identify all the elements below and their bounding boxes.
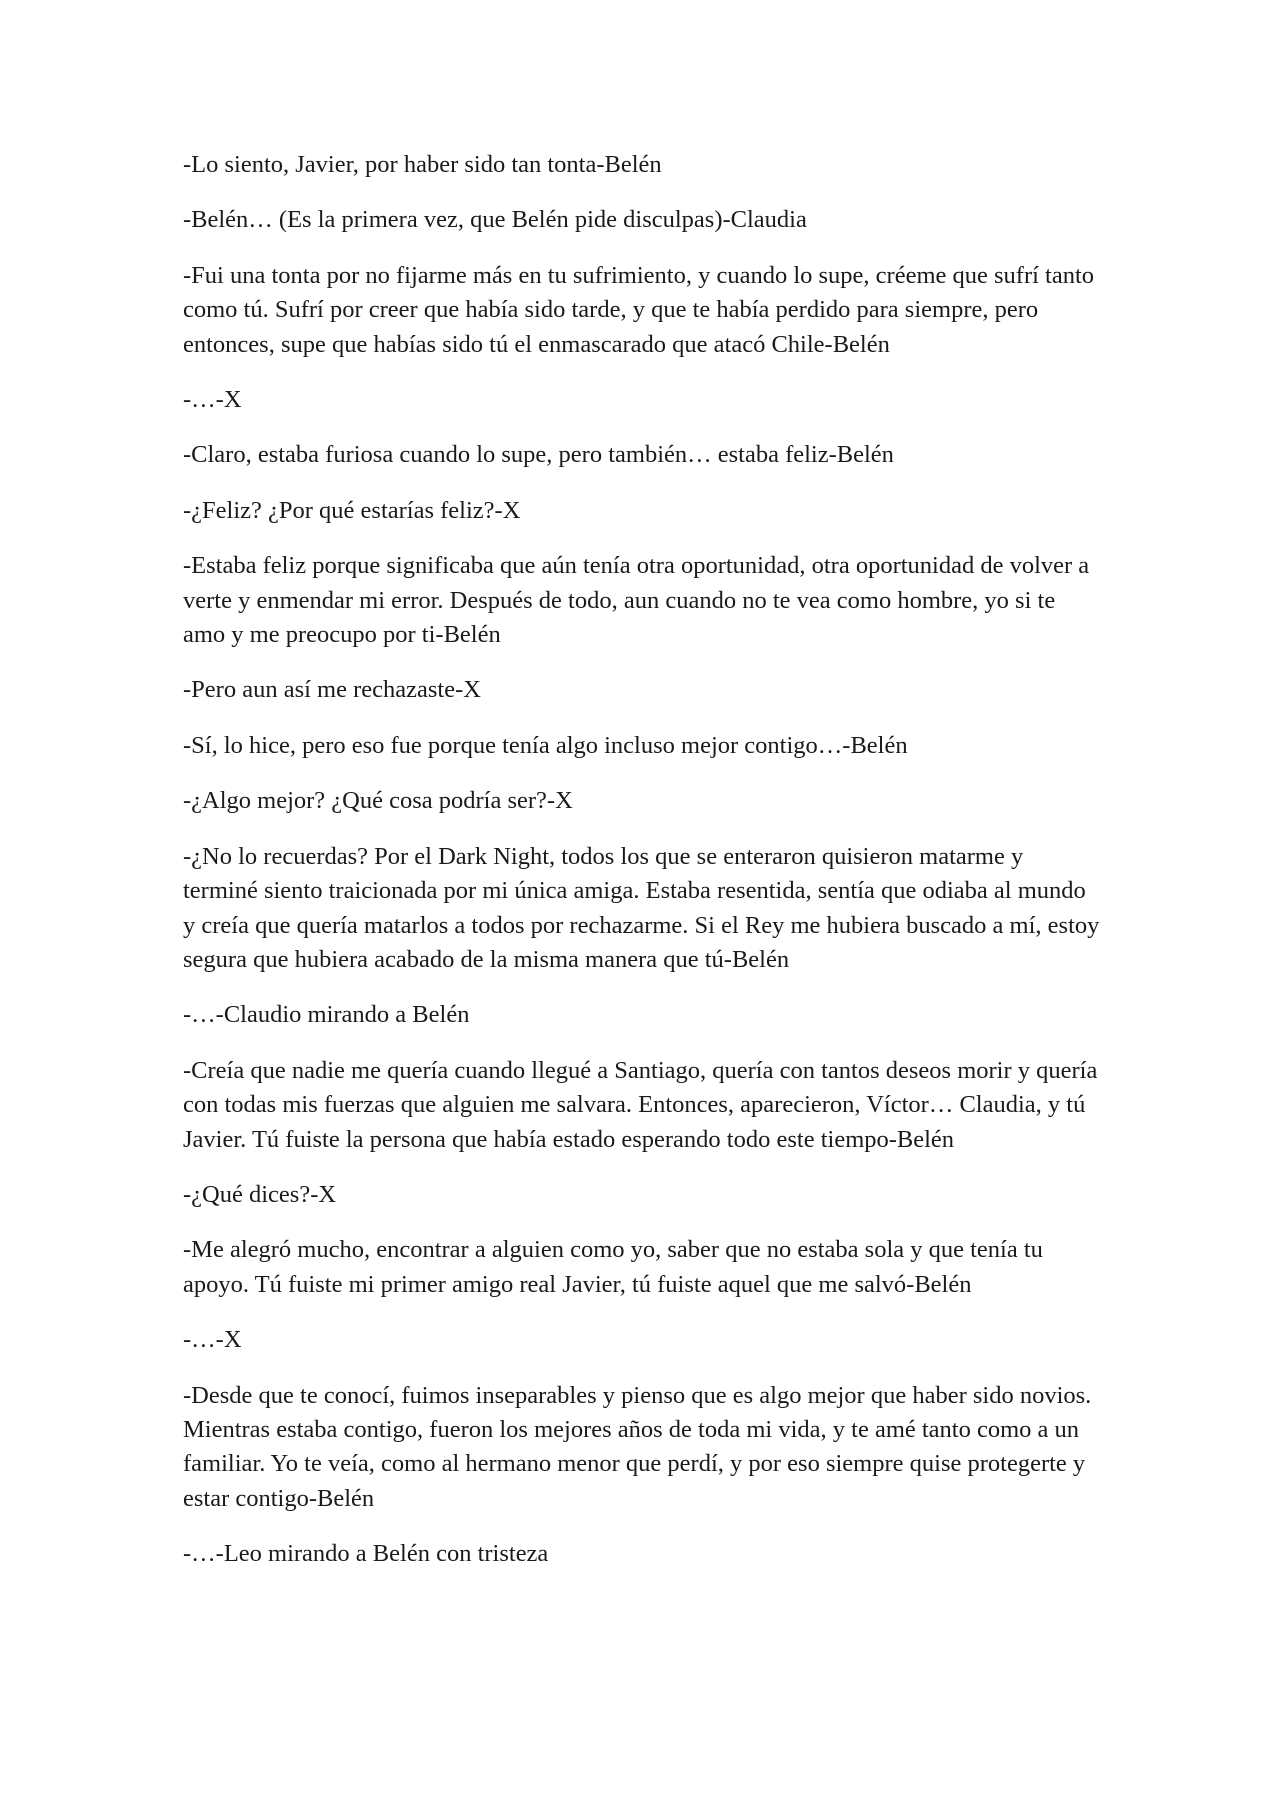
paragraph-15: -Me alegró mucho, encontrar a alguien como yo, saber que no estaba sola y que tenía tu apoyo. Tú fuiste mi primer amigo real Javier, tú fuiste aquel que me salvó-Belén: [183, 1236, 1043, 1298]
paragraph-8: -Pero aun así me rechazaste-X: [183, 676, 481, 704]
paragraph-4: -…-X: [183, 386, 242, 414]
paragraph-16: -…-X: [183, 1326, 242, 1354]
paragraph-12: -…-Claudio mirando a Belén: [183, 1001, 470, 1029]
paragraph-14: -¿Qué dices?-X: [183, 1180, 337, 1208]
paragraph-5: -Claro, estaba furiosa cuando lo supe, pero también… estaba feliz-Belén: [183, 441, 894, 469]
document-body: [183, 148, 1103, 1593]
paragraph-2: -Belén… (Es la primera vez, que Belén pide disculpas)-Claudia: [183, 206, 807, 234]
paragraph-1: -Lo siento, Javier, por haber sido tan tonta-Belén: [183, 151, 662, 178]
paragraph-10: -¿Algo mejor? ¿Qué cosa podría ser?-X: [183, 787, 573, 815]
paragraph-7: -Estaba feliz porque significaba que aún tenía otra oportunidad, otra oportunidad de volver a verte y enmendar mi error. Después de todo, aun cuando no te vea como hombre, yo si te amo y me preocupo por ti-Belén: [183, 552, 1090, 649]
paragraph-3: -Fui una tonta por no fijarme más en tu sufrimiento, y cuando lo supe, créeme que sufrí tanto como tú. Sufrí por creer que había sido tarde, y que te había perdido para siempre, pero entonces, supe que habías sido tú el enmascarado que atacó Chile-Belén: [183, 261, 1095, 358]
paragraph-11: -¿No lo recuerdas? Por el Dark Night, todos los que se enteraron quisieron matarme y terminé siento traicionada por mi única amiga. Estaba resentida, sentía que odiaba al mundo y creía que quería matarlos a todos por rechazarme. Si el Rey me hubiera buscado a mí, estoy segura que hubiera acabado de la misma manera que tú-Belén: [183, 842, 1100, 973]
paragraph-17: -Desde que te conocí, fuimos inseparables y pienso que es algo mejor que haber sido novios. Mientras estaba contigo, fueron los mejores años de toda mi vida, y te amé tanto como a un familiar. Yo te veía, como al hermano menor que perdí, y por eso siempre quise protegerte y estar contigo-Belén: [183, 1381, 1092, 1512]
paragraph-13: -Creía que nadie me quería cuando llegué a Santiago, quería con tantos deseos morir y quería con todas mis fuerzas que alguien me salvara. Entonces, aparecieron, Víctor… Claudia, y tú Javier. Tú fuiste la persona que había estado esperando todo este tiempo-Belén: [183, 1056, 1098, 1153]
paragraph-18: -…-Leo mirando a Belén con tristeza: [183, 1540, 549, 1568]
paragraph-6: -¿Feliz? ¿Por qué estarías feliz?-X: [183, 496, 521, 524]
paragraph-9: -Sí, lo hice, pero eso fue porque tenía algo incluso mejor contigo…-Belén: [183, 731, 908, 759]
